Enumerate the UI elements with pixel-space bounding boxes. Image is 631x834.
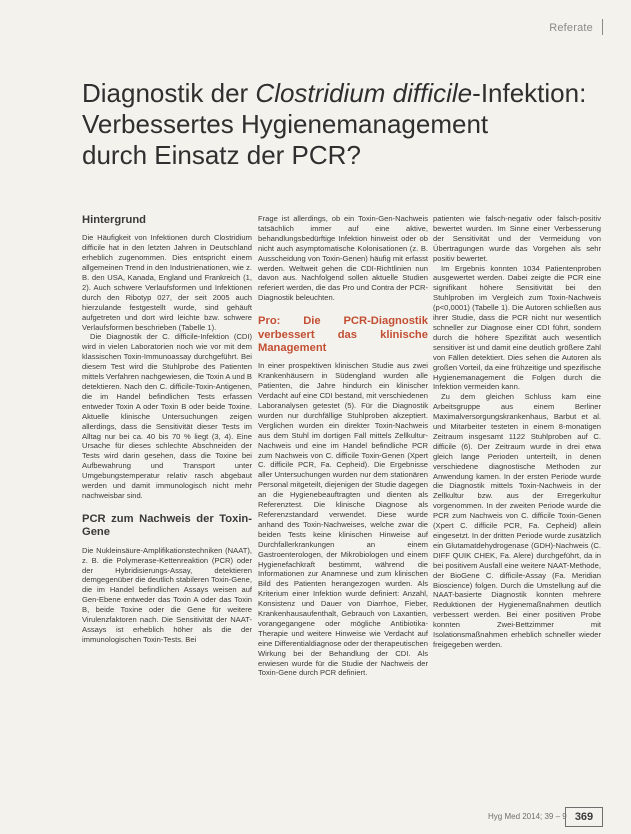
paragraph: Frage ist allerdings, ob ein Toxin-Gen-Nachweis tatsächlich immer auf eine aktive, behandlungsbedürftige Infektion hinweist oder ob nicht auch asymptomatische Kolonisationen (z. B. Ausscheidung von Toxin-Genen) häufig mit erfasst werden. Weltweit gehen die CDI-Richtlinien nun davon aus. Nachfolgend sollen aktuelle Studien referiert werden, die das Pro und Contra der PCR-Diagnostik beleuchten.	[258, 214, 428, 303]
paragraph: Die Nukleinsäure-Amplifikationstechniken (NAAT), z. B. die Polymerase-Kettenreaktion (PCR) oder der Hybridisierungs-Assay, detektieren demgegenüber die deutlich stabileren Toxin-Gene, die im Handel befindlichen Assays weisen auf Gen-Ebene entweder das Toxin A oder das Toxin B, beide Toxine oder die Gene für weitere Virulenzfaktoren nach. Die Sensitivität der NAAT-Assays ist erheblich höher als die der immunologischen Toxin-Tests. Bei	[82, 545, 252, 644]
title-line2: Verbessertes Hygienemanagement	[82, 109, 489, 139]
article-title	[82, 78, 602, 171]
paragraph: Die Häufigkeit von Infektionen durch Clostridium difficile hat in den letzten Jahren in Deutschland erheblich zugenommen. Dies entspricht einem allgemeinen Trend in den Industrienationen, wie z. B. den USA, Kanada, England und Frankreich (1, 2). Auch schwere Verlaufsformen und Infektionen durch den Ribotyp 027, der seit 2005 auch hierzulande festgestellt wurde, sind gehäuft aufgetreten und dort wird leichte bzw. schwere Verlaufsformen beschrieben (Tabelle 1).	[82, 233, 252, 332]
paragraph: Im Ergebnis konnten 1034 Patientenproben ausgewertet werden. Dabei zeigte die PCR eine signifikant höhere Sensitivität bei den Stuhlproben im Vergleich zum Toxin-Nachweis (p<0,0001) (Tabelle 1). Die Autoren schließen aus ihrer Studie, dass die PCR nicht nur wesentlich schneller zur Diagnose einer CDI führt, sondern durch die höhere Spezifität auch wesentlich sensitiver ist und damit eine deutlich größere Zahl von Fällen detektiert. Dies sehen die Autoren als großen Vorteil, da eine frühzeitige und spezifische Hygienemanagement die Folgen durch die Infektion vermeiden kann.	[433, 263, 601, 392]
section-divider	[602, 19, 603, 35]
title-line1-italic: Clostridium difficile	[255, 78, 473, 108]
text-column-2	[258, 214, 428, 786]
text-column-3	[433, 214, 601, 788]
paragraph: Zu dem gleichen Schluss kam eine Arbeitsgruppe aus einem Berliner Maximalversorgungskrankenhaus, Barbut et al. und Mitarbeiter testeten in einem 8-monatigen Zeitraum insgesamt 1122 Stuhlproben auf C. difficile (6). Der Zeitraum wurde in drei etwa gleich lange Perioden unterteilt, in denen verschiedene diagnostische Methoden zur Anwendung kamen. In der ersten Periode wurde die Diagnostik mittels Toxin-Nachweis in der Zellkultur bzw. aus der Erregerkultur vorgenommen. In der zweiten Periode wurde die PCR zum Nachweis von C. difficile Toxin-Genen (Xpert C. difficile PCR, Fa. Cepheid) allein eingesetzt. In der dritten Periode wurde zusätzlich ein Glutamatdehydrogenase (GDH)-Nachweis (C. DIFF QUIK CHEK, Fa. Alere) durchgeführt, da in bei positivem Ausfall eine weitere NAAT-Methode, der BioGene C. difficile-Assay (Fa. Meridian Bioscience) folgen. Durch die Umstellung auf die NAAT-basierte Diagnostik konnten mehrere Reduktionen der Hygienemaßnahmen deutlich verbessert werden. Bei einer positiven Probe konnten Zwei-Bettzimmer mit Isolationsmaßnahmen erheblich schneller wieder freigegeben werden.	[433, 392, 601, 649]
page-number: 369	[565, 807, 603, 827]
paragraph: patienten wie falsch-negativ oder falsch-positiv bewertet wurden. Im Sinne einer Verbesserung der Sensitivität und der Vermeidung von Übertragungen wurde das Vorgehen als sehr positiv bewertet.	[433, 214, 601, 263]
title-line1-post: -Infektion:	[472, 78, 587, 108]
heading-pro-pcr: Pro: Die PCR-Diagnostik verbessert das klinische Management	[258, 315, 428, 354]
heading-pcr-nachweis: PCR zum Nachweis der Toxin-Gene	[82, 512, 252, 539]
journal-citation: Hyg Med 2014; 39 – 9	[488, 812, 567, 821]
title-line1-pre: Diagnostik der	[82, 78, 256, 108]
title-line3: durch Einsatz der PCR?	[82, 140, 361, 170]
text-column-1	[82, 214, 252, 786]
section-label: Referate	[549, 22, 593, 34]
heading-hintergrund: Hintergrund	[82, 214, 147, 226]
paragraph: In einer prospektiven klinischen Studie aus zwei Krankenhäusern in Südengland wurden alle Patienten, die Jahre hindurch ein klinischer Verdacht auf eine CDI bestand, mit verschiedenen Laboranalysen getestet (5). Für die Diagnostik wurden nur durchfällige Stuhlproben akzeptiert. Verglichen wurden ein direkter Toxin-Nachweis aus dem Stuhl im dortigen Fall mittels Zellkultur-Nachweis und eine im Handel befindliche PCR zum Nachweis von C. difficile Toxin-Genen (Xpert C. difficile PCR, Fa. Cepheid). Die Ergebnisse aller Untersuchungen wurden nur dem stationären Personal mitgeteilt, diejenigen der Studie dagegen an die Hygienebeauftragten und dienten als Referenztest. Die klinische Diagnose als Referenzstandard verwendet. Diese wurde anhand des Toxin-Nachweises, welche zwar die beiden Tests keine klinischen Hinweise auf Durchfallerkrankungen an einem Gastroenterologen, der Mikrobiologen und einem Hygienefachkraft bestimmt, während die Informationen zur Anamnese und zum klinischen Bild des Patienten herangezogen wurden. Als Kriterium einer Infektion wurde definiert: Anzahl, Konsistenz und Dauer von Diarrhoe, Fieber, Krankenhausaufenthalt, Gebrauch von Laxantien, vorangegangene oder mögliche Antibiotika-Therapie und weitere Hinweise wie Verdacht auf eine Differentialdiagnose oder der therapeutischen Wirkung bei der Behandlung der CDI. Als erwiesen wurde für die Studie der Nachweis der Toxin-Gene durch PCR definiert.	[258, 361, 428, 678]
paragraph: Die Diagnostik der C. difficile-Infektion (CDI) wird in vielen Laboratorien noch wie vor mit dem klassischen Toxin-Immunoassay durchgeführt. Bei diesem Test wird die Stuhlprobe des Patienten mittels Verfahren nachgewiesen, die Toxin A und B detektieren. Nach den C. difficile-Toxin-Antigenen, die im Handel befindlichen Tests erfassen entweder Toxin A oder Toxin B oder beide Toxine. Aktuelle klinische Untersuchungen zeigen allerdings, dass die Sensitivität dieser Tests im Alltag nur bei ca. 40 bis 70 % liegt (3, 4). Eine Ursache für dieses schlechte Abschneiden der Tests wird darin gesehen, dass die Toxine bei Aufbewahrung und Transport unter Umgebungstemperatur relativ rasch abgebaut werden und damit immunologisch nicht mehr nachweisbar sind.	[82, 332, 252, 500]
